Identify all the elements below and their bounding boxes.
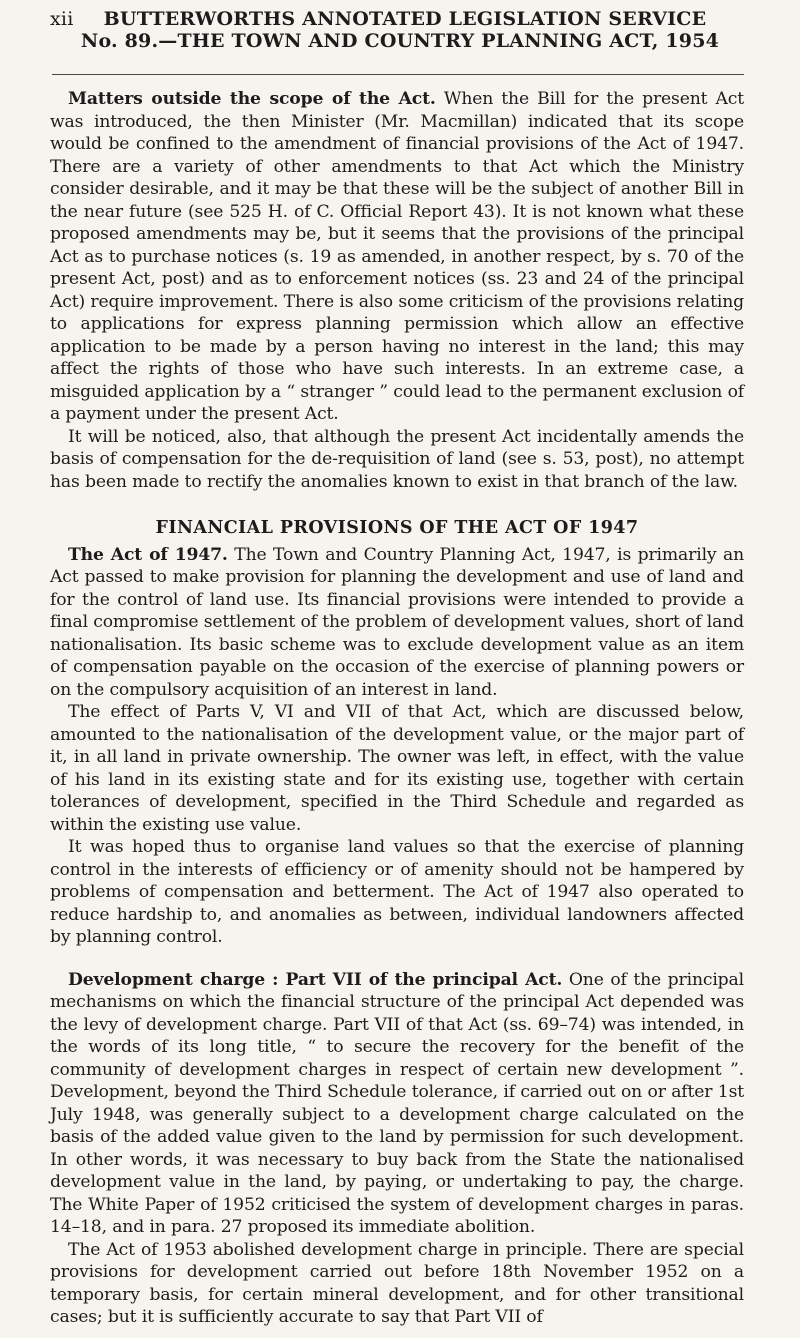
running-head [50,8,750,52]
paragraph-act-1953 [50,1239,744,1329]
paragraph-development-charge [50,969,744,1239]
paragraph-text: When the Bill for the present Act was introduced, the then Minister (Mr. Macmillan) indicated that its scope would be confined to the amendment of financial provisions of the Act of 1947. There are a variety of other amendments to that Act which the Ministry consider desirable, and it may be that these will be the subject of another Bill in the near future (see 525 H. of C. Official Report 43). It is not known what these proposed amendments may be, but it seems that the provisions of the principal Act as to purchase notices (s. 19 as amended, in another respect, by s. 70 of the present Act, post) and as to enforcement notices (ss. 23 and 24 of the principal Act) require improvement. There is also some criticism of the provisions relating to applications for express planning permission which allow an effective application to be made by a person having no interest in the land; this may affect the rights of those who have such interests. In an extreme case, a misguided application by a “ stranger ” could lead to the permanent exclusion of a payment under the present Act. [50,89,744,424]
paragraph-organise-values [50,836,744,949]
paragraph-lead: Development charge : Part VII of the principal Act. [68,969,563,990]
paragraph-lead: The Act of 1947. [68,544,228,565]
header-rule [52,74,744,75]
paragraph-text: The Act of 1953 abolished development charge in principle. There are special provisions for development carried out before 18th November 1952 on a temporary basis, for certain mineral development, and for other transitional cases; but it is sufficiently accurate to say that Part VII of [50,1239,744,1327]
publication-title: BUTTERWORTHS ANNOTATED LEGISLATION SERVICE [103,8,707,30]
paragraph-text: It was hoped thus to organise land values so that the exercise of planning control in the interests of efficiency or of amenity should not be hampered by problems of compensation and betterment. The Act of 1947 also operated to reduce hardship to, and anomalies as between, individual landowners affected by planning control. [50,837,744,947]
paragraph-text: It will be noticed, also, that although the present Act incidentally amends the basis of compensation for the de-requisition of land (see s. 53, post), no attempt has been made to rectify the anomalies known to exist in that branch of the law. [50,426,744,492]
act-title: No. 89.—THE TOWN AND COUNTRY PLANNING ACT, 1954 [80,30,720,52]
paragraph-text: The Town and Country Planning Act, 1947, is primarily an Act passed to make provision for planning the development and use of land and for the control of land use. Its financial provisions were intended to provide a final compromise settlement of the problem of development values, short of land nationalisation. Its basic scheme was to exclude development value as an item of compensation payable on the occasion of the exercise of planning powers or on the compulsory acquisition of an interest in land. [50,544,744,700]
body-text [50,88,744,1329]
section-heading: FINANCIAL PROVISIONS OF THE ACT OF 1947 [155,518,639,538]
paragraph-gap [50,949,744,969]
paragraph-derequisition [50,426,744,494]
paragraph-lead: Matters outside the scope of the Act. [68,89,436,109]
paragraph-scope [50,88,744,426]
paragraph-text: One of the principal mechanisms on which the financial structure of the principal Act depended was the levy of development charge. Part VII of that Act (ss. 69–74) was intended, in the words of its long title, “ to secure the recovery for the benefit of the community of development charges in respect of certain new development ”. Development, beyond the Third Schedule tolerance, if carried out on or after 1st July 1948, was generally subject to a development charge calculated on the basis of the added value given to the land by permission for such development. In other words, it was necessary to buy back from the State the nationalised development value in the land, by paying, or undertaking to pay, the charge. The White Paper of 1952 criticised the system of development charges in paras. 14–18, and in para. 27 proposed its immediate abolition. [50,969,744,1237]
paragraph-parts-effect [50,701,744,836]
paragraph-text: The effect of Parts V, VI and VII of that Act, which are discussed below, amounted to the nationalisation of the development value, or the major part of it, in all land in private ownership. The owner was left, in effect, with the value of his land in its existing state and for its existing use, together with certain tolerances of development, specified in the Third Schedule and regarded as within the existing use value. [50,702,744,835]
paragraph-act-1947 [50,544,744,702]
page-number: xii [50,8,74,30]
